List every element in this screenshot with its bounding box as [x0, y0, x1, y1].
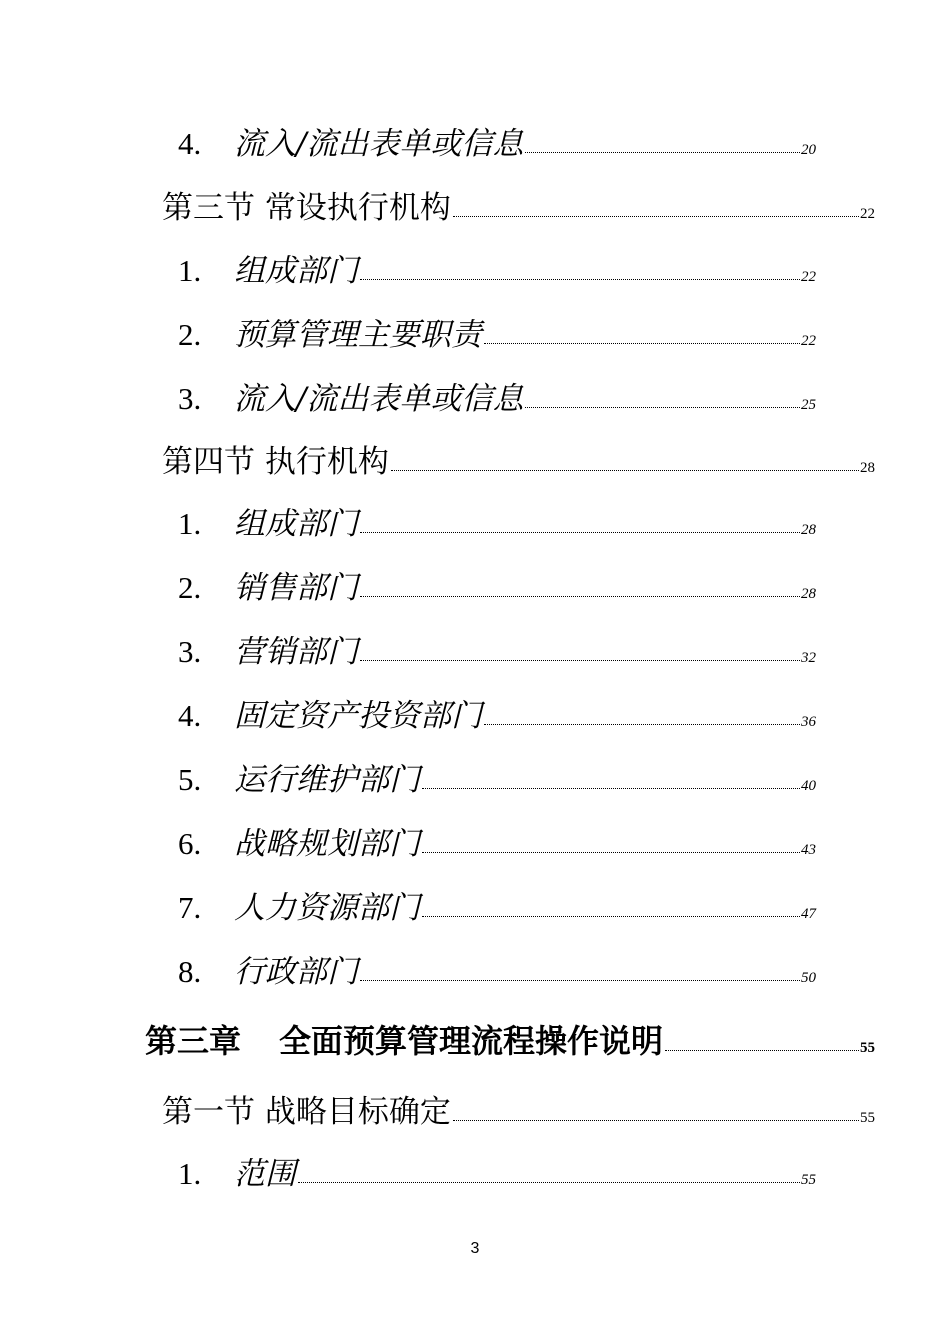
toc-chapter[interactable]	[145, 1016, 875, 1062]
toc-entry-number: 2.	[178, 570, 202, 605]
toc-entry-title: 人力资源部门	[234, 890, 420, 926]
toc-entry-number: 1.	[178, 253, 202, 288]
toc-entry-number: 3.	[178, 381, 202, 416]
toc-leader	[360, 659, 800, 661]
toc-entry[interactable]	[178, 946, 816, 991]
toc-entry[interactable]	[178, 245, 816, 290]
toc-leader	[422, 851, 800, 853]
toc-entry-title: 组成部门	[234, 506, 358, 542]
toc-entry[interactable]	[178, 882, 816, 927]
toc-entry-page: 47	[801, 906, 816, 922]
toc-entry-page: 55	[801, 1172, 816, 1188]
toc-section-page: 22	[860, 206, 875, 222]
toc-entry-page: 28	[801, 586, 816, 602]
toc-entry-number: 8.	[178, 954, 202, 989]
toc-entry[interactable]	[178, 562, 816, 607]
toc-section-page: 28	[860, 460, 875, 476]
toc-entry-title: 组成部门	[234, 253, 358, 289]
toc-leader	[453, 1119, 859, 1121]
toc-entry-number: 3.	[178, 634, 202, 669]
toc-entry-title: 行政部门	[234, 954, 358, 990]
toc-leader	[422, 787, 800, 789]
toc-entry-page: 43	[801, 842, 816, 858]
toc-leader	[525, 406, 800, 408]
toc-leader	[484, 723, 800, 725]
toc-section-title: 第三节 常设执行机构	[162, 190, 451, 226]
toc-entry[interactable]	[178, 309, 816, 354]
toc-entry-page: 28	[801, 522, 816, 538]
toc-entry-page: 40	[801, 778, 816, 794]
toc-entry-title: 范围	[234, 1156, 296, 1192]
toc-entry-page: 50	[801, 970, 816, 986]
toc-entry-page: 25	[801, 397, 816, 413]
toc-leader	[298, 1181, 800, 1183]
toc-entry-title: 预算管理主要职责	[234, 317, 482, 353]
toc-entry[interactable]	[178, 1148, 816, 1193]
toc-entry-title: 营销部门	[234, 634, 358, 670]
toc-section[interactable]	[162, 182, 875, 227]
page-number: 3	[470, 1240, 480, 1257]
toc-chapter-page: 55	[860, 1040, 875, 1056]
toc-leader	[484, 342, 800, 344]
toc-section-title: 第四节 执行机构	[162, 444, 389, 480]
toc-entry-number: 4.	[178, 698, 202, 733]
toc-leader	[360, 531, 800, 533]
toc-entry[interactable]	[178, 626, 816, 671]
toc-entry-page: 20	[801, 142, 816, 158]
toc-entry-title: 固定资产投资部门	[234, 698, 482, 734]
toc-chapter-title: 全面预算管理流程操作说明	[279, 1022, 664, 1060]
toc-leader	[360, 979, 800, 981]
toc-entry[interactable]	[178, 754, 816, 799]
toc-chapter-label: 第三章	[145, 1022, 242, 1060]
toc-entry-page: 36	[801, 714, 816, 730]
toc-entry-number: 5.	[178, 762, 202, 797]
toc-entry-number: 7.	[178, 890, 202, 925]
toc-entry[interactable]	[178, 818, 816, 863]
toc-entry[interactable]	[178, 373, 816, 418]
toc-entry-title: 销售部门	[234, 570, 358, 606]
toc-entry[interactable]	[178, 690, 816, 735]
toc-entry-title: 战略规划部门	[234, 826, 420, 862]
toc-leader	[422, 915, 800, 917]
toc-leader	[360, 595, 800, 597]
toc-leader	[665, 1049, 859, 1051]
toc-section[interactable]	[162, 1086, 875, 1131]
toc-leader	[360, 278, 800, 280]
toc-entry-number: 6.	[178, 826, 202, 861]
toc-entry-title: 运行维护部门	[234, 762, 420, 798]
toc-entry-number: 4.	[178, 126, 202, 161]
toc-entry-page: 22	[801, 333, 816, 349]
toc-section[interactable]	[162, 436, 875, 481]
toc-leader	[391, 469, 859, 471]
toc-leader	[453, 215, 859, 217]
toc-entry-page: 22	[801, 269, 816, 285]
toc-entry-title: 流入/流出表单或信息	[234, 381, 524, 417]
toc-section-page: 55	[860, 1110, 875, 1126]
toc-entry-page: 32	[801, 650, 816, 666]
toc-entry-number: 1.	[178, 1156, 202, 1191]
toc-entry-number: 2.	[178, 317, 202, 352]
toc-entry-title: 流入/流出表单或信息	[234, 126, 524, 162]
toc-leader	[525, 151, 800, 153]
toc-entry[interactable]	[178, 118, 816, 163]
toc-entry-number: 1.	[178, 506, 202, 541]
toc-section-title: 第一节 战略目标确定	[162, 1094, 451, 1130]
toc-entry[interactable]	[178, 498, 816, 543]
